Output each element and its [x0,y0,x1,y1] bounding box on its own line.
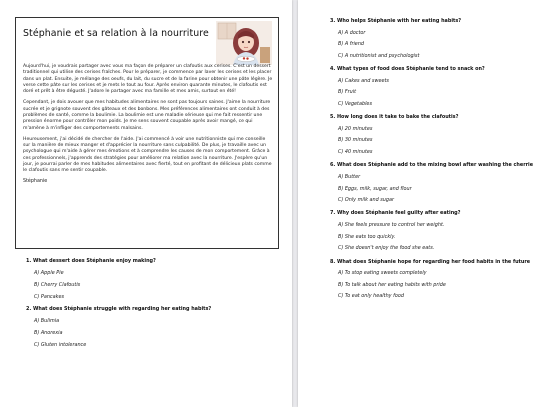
question-item [26,258,156,300]
answer-option: A) She feels pressure to control her weight. [338,222,445,229]
answer-option: C) To eat only healthy food [338,293,404,300]
question-text: 7. Why does Stéphanie feel guilty after eating? [330,210,461,217]
answer-option: A) A doctor [338,29,366,36]
answer-option: B) To talk about her eating habits with pride [338,281,446,288]
answer-option: C) Only milk and sugar [338,197,395,204]
answer-option: B) A friend [338,41,365,48]
reading-signature: Stéphanie [23,179,48,185]
answer-option: B) Eggs, milk, sugar, and flour [338,185,412,192]
question-text: 3. Who helps Stéphanie with her eating habits? [330,18,462,24]
reading-title: Stéphanie et sa relation à la nourriture [23,28,209,39]
answer-option: A) Bulimia [34,317,60,324]
question-item [330,18,462,59]
question-item [330,162,534,204]
answer-option: A) To stop eating sweets completely [338,270,427,277]
question-item [330,258,531,300]
reading-paragraph: Cependant, je dois avouer que mes habitudes alimentaires ne sont pas toujours saines. J'aime la nourriture sucrée et je grignote souvent des gâteaux et des bonbons. Mes préférences alimentaires ont conduit à des problèmes de santé, comme la boulimie. La boulimie est une maladie sérieuse qui me fait ressentir une pression énorme pour contrôler mon poids. Je me sens souvent coupable après avoir mangé, ce qui m'amène à m'infliger des comportements malsains. [23,100,271,131]
answer-option: B) 30 minutes [338,137,373,144]
reading-passage-box [15,17,279,249]
girl-eating-illustration [216,21,272,65]
answer-option: C) She doesn't enjoy the food she eats. [338,245,435,252]
question-item [330,66,485,107]
question-item [330,210,461,252]
question-item [26,306,212,349]
question-item [330,114,459,155]
question-text: 6. What does Stéphanie add to the mixing bowl after washing the cherrie [330,162,534,169]
answer-option: B) She eats too quickly. [338,233,396,240]
question-text: 8. What does Stéphanie hope for regarding her food habits in the future [330,258,531,265]
answer-option: A) Butter [338,174,361,181]
answer-option: A) 20 minutes [338,125,373,132]
question-text: 4. What types of food does Stéphanie tend to snack on? [330,66,485,73]
answer-option: B) Fruit [338,89,357,96]
question-text: 2. What does Stéphanie struggle with regarding her eating habits? [26,306,212,313]
reading-paragraph: Aujourd'hui, je voudrais partager avec vous ma façon de préparer un clafoutis aux cerises. C'est un dessert traditionnel qui utilise des cerises fraîches. Pour le préparer, je commence par laver les cerises et les placer dans un plat. Ensuite, je mélange des oeufs, du lait, du sucre et de la farine pour obtenir une pâte légère. Je verse cette pâte sur les cerises et je mets le tout au four. Après environ quarante minutes, le clafoutis est doré et prêt à être dégusté. J'adore le partager avec ma famille et mes amis, surtout en été! [23,64,273,95]
answer-option: B) Cherry Clafoutis [34,281,81,288]
answer-option: C) Pancakes [34,293,64,300]
answer-option: B) Anorexia [34,330,63,337]
reading-paragraph: Heureusement, j'ai décidé de chercher de l'aide. J'ai commencé à voir une nutritionniste qui me conseille sur la manière de mieux manger et d'apprécier la nourriture sans culpabilité. De plus, je travaille avec un psychologue qui m'aide à gérer mes émotions et à comprendre les causes de mon comportement. Grâce à ces professionnels, j'apprends des stratégies pour améliorer ma relation avec la nourriture. J'espère qu'un jour, je pourrai parler de mes habitudes alimentaires avec fierté, tout en profitant de délicieux plats comme le clafoutis sans me sentir coupable. [23,136,272,174]
answer-option: A) Apple Pie [34,269,64,276]
question-text: 1. What dessert does Stéphanie enjoy making? [26,258,156,264]
worksheet-page-right [298,0,543,407]
answer-option: C) Gluten intolerance [34,342,87,349]
answer-option: C) A nutritionist and psychologist [338,52,420,59]
reading-passage [23,64,273,186]
answer-option: C) 40 minutes [338,148,373,155]
answer-option: C) Vegetables [338,100,372,107]
question-text: 5. How long does it take to bake the clafoutis? [330,114,459,121]
answer-option: A) Cakes and sweets [338,77,389,84]
